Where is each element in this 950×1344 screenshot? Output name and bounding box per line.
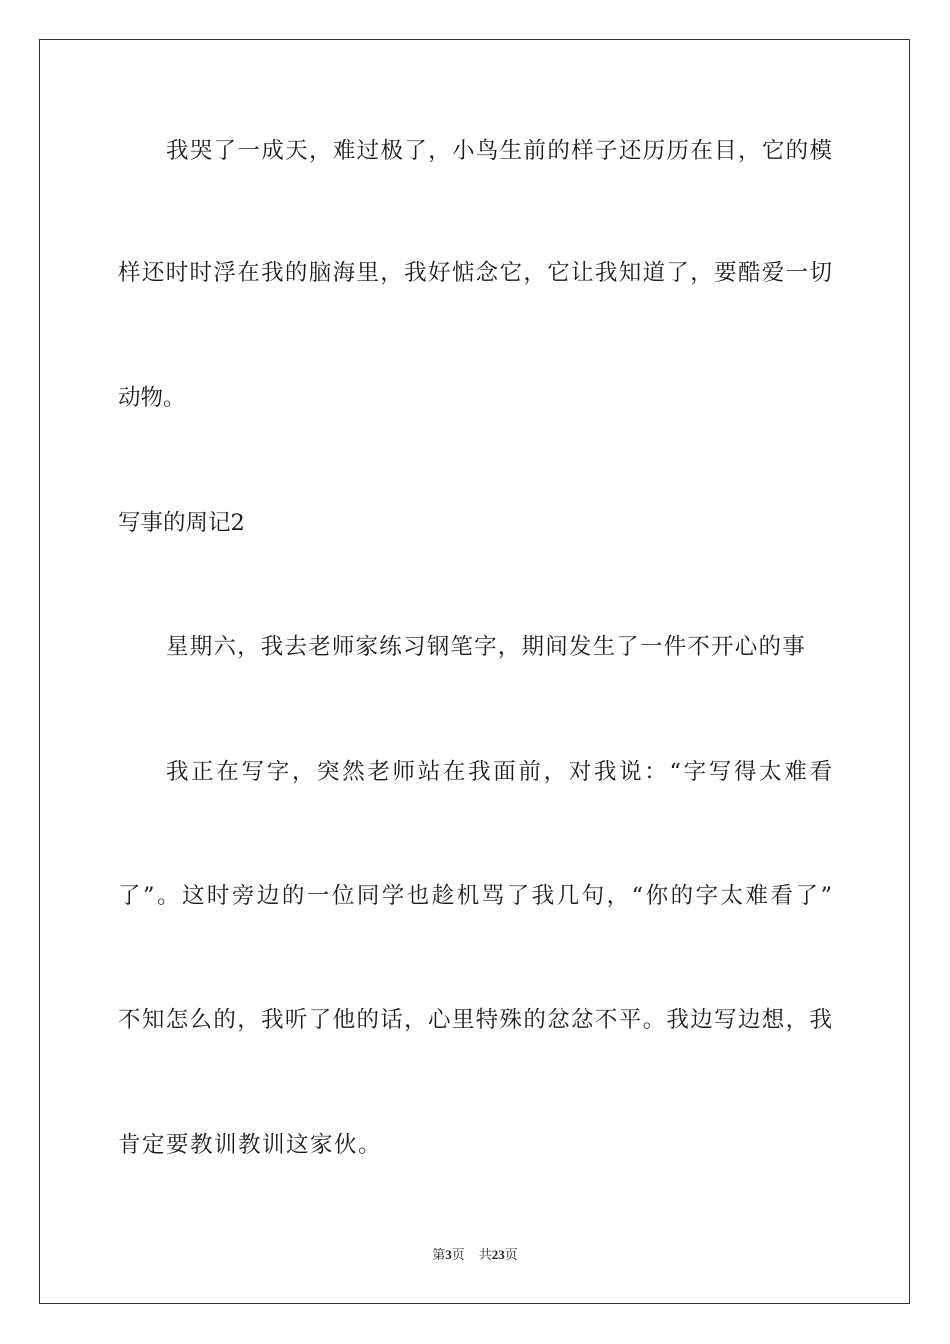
paragraph-line: 不知怎么的，我听了他的话，心里特殊的忿忿不平。我边写边想，我	[118, 1007, 832, 1033]
footer-page-suffix: 页	[451, 1248, 465, 1263]
paragraph-line: 肯定要教训教训这家伙。	[118, 1132, 383, 1158]
footer-total-pages: 23	[491, 1247, 505, 1262]
paragraph-line: 样还时时浮在我的脑海里，我好惦念它，它让我知道了，要酷爱一切	[118, 260, 832, 286]
footer-total-prefix: 共	[478, 1248, 492, 1263]
paragraph-line: 动物。	[118, 385, 186, 411]
paragraph-line: 星期六，我去老师家练习钢笔字，期间发生了一件不开心的事	[166, 634, 806, 660]
section-heading: 写事的周记2	[118, 510, 245, 536]
paragraph-line: 了”。这时旁边的一位同学也趁机骂了我几句，“你的字太难看了”	[118, 883, 832, 909]
page-footer	[0, 1246, 950, 1265]
footer-page-prefix: 第	[432, 1248, 446, 1263]
footer-total-suffix: 页	[504, 1248, 518, 1263]
page-border	[39, 39, 910, 1304]
footer-page-number: 3	[445, 1247, 452, 1262]
paragraph-line: 我正在写字，突然老师站在我面前，对我说：“字写得太难看	[166, 759, 832, 785]
paragraph-line: 我哭了一成天，难过极了，小鸟生前的样子还历历在目，它的模	[166, 138, 832, 164]
